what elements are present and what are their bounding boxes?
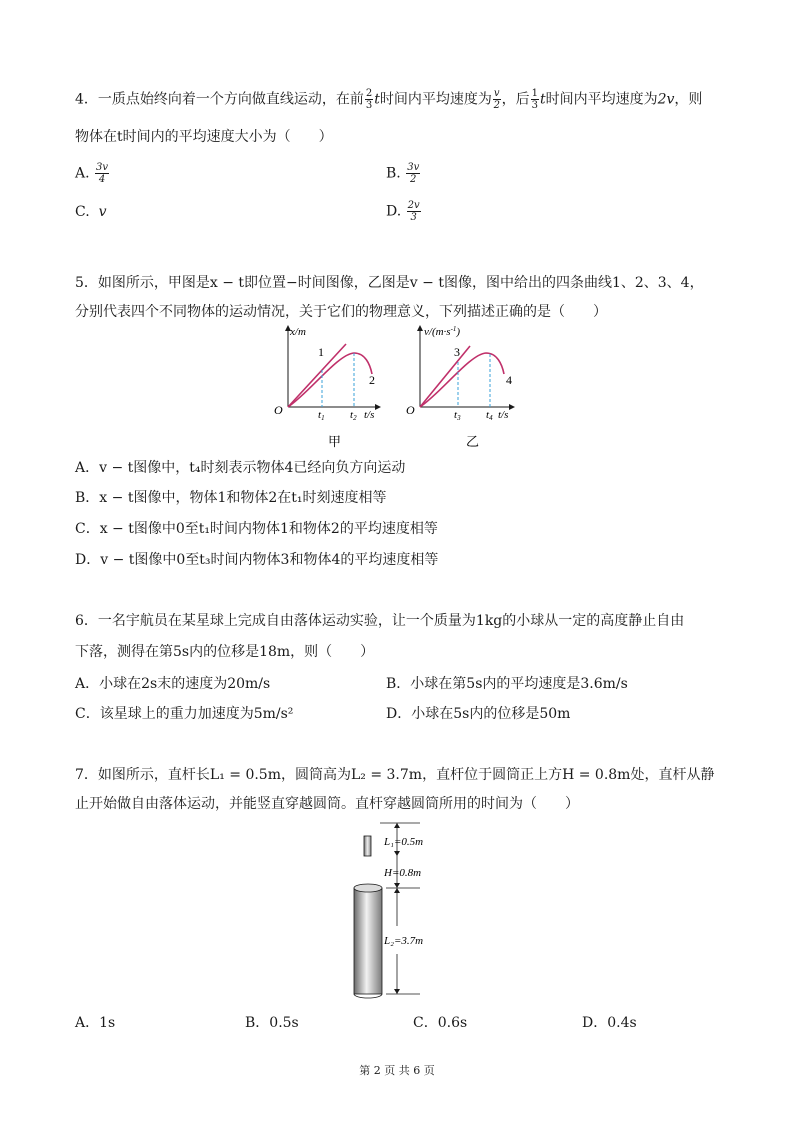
q4-frac-v-half: $\frac{v}{2}$ <box>493 88 500 111</box>
rod <box>364 836 371 856</box>
q7-option-a[interactable]: A．1s <box>75 1015 116 1031</box>
label-l1: L₁=0.5m <box>384 836 424 848</box>
graph1-origin: O <box>274 403 283 417</box>
graph1-caption: 甲 <box>328 434 342 449</box>
q5-stem-line1: 5．如图所示，甲图是x − t即位置−时间图像，乙图是v − t图像，图中给出的四条曲线1、2、3、4， <box>75 275 704 291</box>
q4-stem-line1: 4．一质点始终向着一个方向做直线运动，在前 $\frac{2}{3}$ t时间内平均速度为 $\frac{v}{2}$ ，后 $\frac{1}{3}$ t时间内平均速度为2v，则 <box>75 88 703 111</box>
graph2-y-label: $v/(m\cdot s^{-1})$ <box>424 325 461 338</box>
q4-frac-one-third: $\frac{1}{3}$ <box>531 88 538 111</box>
q6-stem-line2: 下落，测得在第5s内的位移是18m，则（ ） <box>75 644 375 660</box>
q6-option-d[interactable]: D．小球在5s内的位移是50m <box>386 706 571 722</box>
q4-option-a[interactable]: A. $\frac{3v}{4}$ <box>75 162 109 185</box>
tube-top <box>354 884 382 892</box>
dim-arrow <box>394 888 400 893</box>
graph2-label-4: 4 <box>506 373 512 387</box>
graph2-curve-4 <box>420 353 504 407</box>
q7-option-b[interactable]: B．0.5s <box>245 1015 299 1031</box>
q6-option-c[interactable]: C．该星球上的重力加速度为5m/s² <box>75 706 294 722</box>
graph-v-t <box>406 325 512 449</box>
tube-bottom <box>354 994 382 998</box>
q7-option-c[interactable]: C．0.6s <box>413 1015 468 1031</box>
graph1-y-label: x/m <box>290 326 306 338</box>
q5-option-a[interactable]: A．v − t图像中，t₄时刻表示物体4已经向负方向运动 <box>75 460 406 476</box>
q5-stem-line2: 分别代表四个不同物体的运动情况，关于它们的物理意义，下列描述正确的是（ ） <box>75 304 607 320</box>
dim-arrow <box>394 989 400 994</box>
q4-option-b[interactable]: B. $\frac{3v}{2}$ <box>386 162 420 185</box>
q4-stem-line2: 物体在t时间内的平均速度大小为（ ） <box>75 129 333 145</box>
graph1-x-label: t/s <box>364 409 375 421</box>
q5-option-c[interactable]: C．x − t图像中0至t₁时间内物体1和物体2的平均速度相等 <box>75 521 438 537</box>
graph2-caption: 乙 <box>466 434 480 449</box>
dim-arrow <box>394 851 400 856</box>
label-h: H=0.8m <box>384 867 422 879</box>
q5-graphs-figure <box>270 322 540 450</box>
graph1-label-1: 1 <box>318 345 324 359</box>
q6-option-b[interactable]: B．小球在第5s内的平均速度是3.6m/s <box>386 676 628 692</box>
dim-arrow <box>394 883 400 888</box>
graph2-x-label: t/s <box>498 409 509 421</box>
q6-stem-line1: 6．一名宇航员在某星球上完成自由落体运动实验，让一个质量为1kg的小球从一定的高度静止自由 <box>75 613 685 629</box>
page-footer: 第 2 页 共 6 页 <box>359 1064 435 1077</box>
graph1-line-1 <box>288 344 346 407</box>
graph2-label-3: 3 <box>454 345 460 359</box>
q7-stem-line2: 止开始做自由落体运动，并能竖直穿越圆筒。直杆穿越圆筒所用的时间为（ ） <box>75 796 579 812</box>
q4-option-c[interactable]: C. v <box>75 204 107 220</box>
q6-option-a[interactable]: A．小球在2s末的速度为20m/s <box>75 676 271 692</box>
graph1-t1-label: t1 <box>318 409 325 422</box>
q7-option-d[interactable]: D．0.4s <box>582 1015 637 1031</box>
graph1-label-2: 2 <box>369 373 375 387</box>
q7-rod-tube-figure <box>340 818 470 1000</box>
q5-option-d[interactable]: D．v − t图像中0至t₃时间内物体3和物体4的平均速度相等 <box>75 552 439 568</box>
q4-frac-two-thirds: $\frac{2}{3}$ <box>365 88 373 111</box>
q5-option-b[interactable]: B．x − t图像中，物体1和物体2在t₁时刻速度相等 <box>75 490 387 506</box>
label-l2: L₂=3.7m <box>384 935 424 947</box>
graph2-t4-label: t4 <box>486 409 493 422</box>
graph1-t2-label: t2 <box>350 409 357 422</box>
graph2-origin: O <box>406 403 415 417</box>
q4-option-d[interactable]: D. $\frac{2v}{3}$ <box>386 200 420 223</box>
graph2-line-3 <box>420 346 470 407</box>
q7-stem-line1: 7．如图所示，直杆长L₁ = 0.5m，圆筒高为L₂ = 3.7m，直杆位于圆筒正上方H = 0.8m处，直杆从静 <box>75 767 715 783</box>
graph2-t3-label: t3 <box>454 409 461 422</box>
dim-arrow <box>394 823 400 828</box>
graph-x-t <box>274 326 378 449</box>
tube-body <box>354 888 382 994</box>
